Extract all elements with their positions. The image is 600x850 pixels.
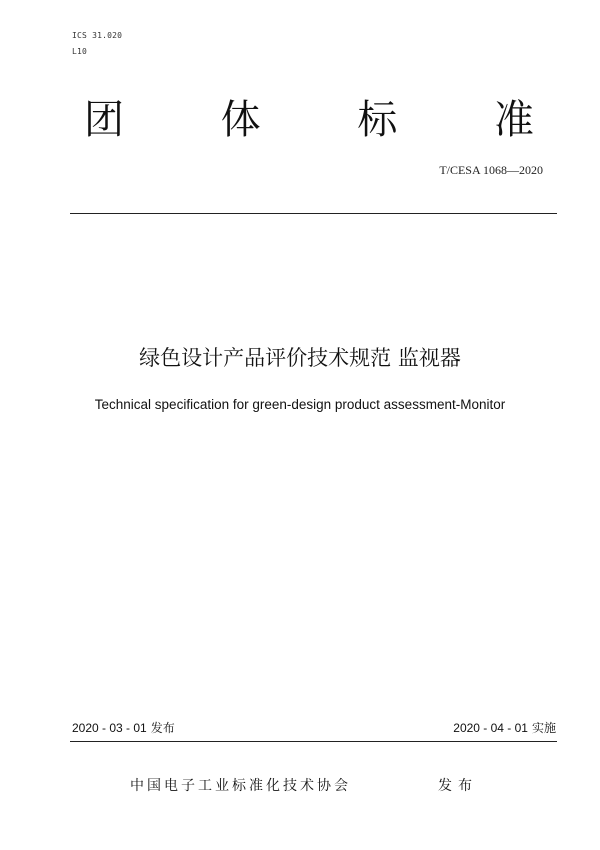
publication-date-suffix: 发布 — [150, 721, 175, 735]
top-divider — [70, 213, 557, 214]
classification-code: L10 — [72, 47, 88, 56]
doc-type-char: 体 — [220, 97, 261, 143]
standard-number: T/CESA 1068—2020 — [439, 163, 543, 177]
publish-label: 发布 — [438, 778, 478, 794]
implementation-date — [453, 719, 556, 736]
bottom-divider — [70, 741, 557, 742]
doc-type-char: 标 — [357, 97, 398, 143]
implementation-date-value: 2020 - 04 - 01 — [453, 721, 528, 735]
publication-date-value: 2020 - 03 - 01 — [72, 721, 147, 735]
title-chinese: 绿色设计产品评价技术规范 监视器 — [139, 346, 461, 370]
doc-type-char: 团 — [84, 97, 124, 143]
document-type-heading — [84, 96, 534, 144]
implementation-date-suffix: 实施 — [531, 721, 556, 735]
publisher-name: 中国电子工业标准化技术协会 — [130, 778, 351, 794]
title-english: Technical specification for green-design product assessment-Monitor — [94, 397, 506, 412]
publication-date — [72, 719, 175, 736]
ics-code: ICS 31.020 — [72, 31, 123, 40]
doc-type-char: 准 — [493, 97, 534, 143]
